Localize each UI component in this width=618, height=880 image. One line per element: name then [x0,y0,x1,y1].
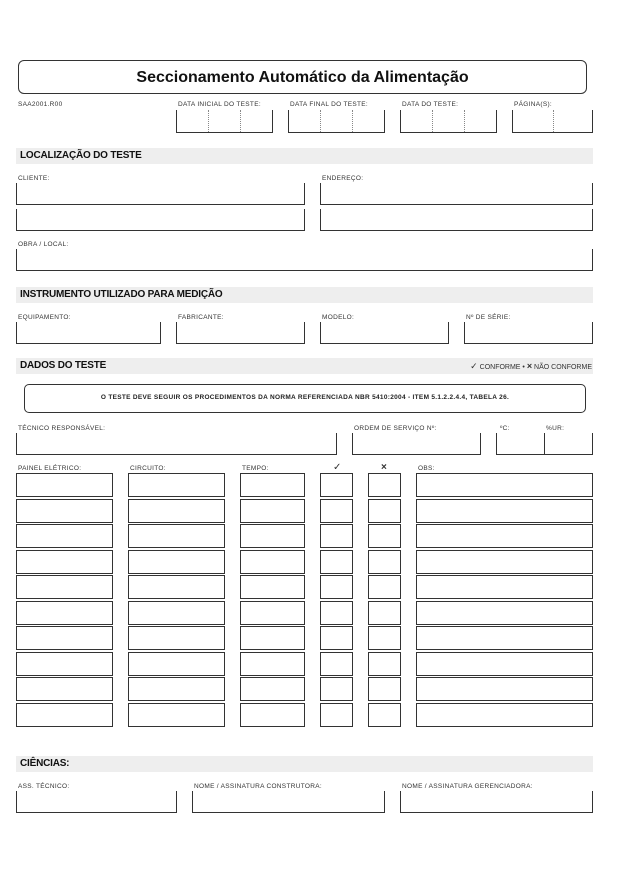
painel-cell[interactable] [16,626,113,650]
cross-cell[interactable] [368,601,401,625]
tempo-cell[interactable] [240,703,305,727]
check-cell[interactable] [320,473,353,497]
circuito-cell[interactable] [128,652,225,676]
circuito-cell[interactable] [128,499,225,523]
painel-cell[interactable] [16,524,113,548]
label-ass-tecnico: ASS. TÉCNICO: [18,783,70,790]
col-painel: PAINEL ELÉTRICO: [18,465,82,472]
label-tecnico: TÉCNICO RESPONSÁVEL: [18,425,106,432]
check-cell[interactable] [320,703,353,727]
data-final-field[interactable] [288,110,385,133]
cross-icon: × [526,361,533,371]
painel-cell[interactable] [16,703,113,727]
painel-cell[interactable] [16,601,113,625]
label-construtora: NOME / ASSINATURA CONSTRUTORA: [194,783,322,790]
painel-cell[interactable] [16,550,113,574]
label-data-final: DATA FINAL DO TESTE: [290,101,368,108]
cross-cell[interactable] [368,524,401,548]
col-check-icon: ✓ [333,462,342,473]
serie-field[interactable] [464,322,593,344]
obs-cell[interactable] [416,652,593,676]
obs-cell[interactable] [416,550,593,574]
label-serie: Nº DE SÉRIE: [466,314,511,321]
label-cliente: CLIENTE: [18,175,50,182]
cross-cell[interactable] [368,703,401,727]
section-dados-title: DADOS DO TESTE [20,360,107,371]
circuito-cell[interactable] [128,550,225,574]
circuito-cell[interactable] [128,677,225,701]
label-gerenciadora: NOME / ASSINATURA GERENCIADORA: [402,783,533,790]
label-ordem: ORDEM DE SERVIÇO Nº: [354,425,437,432]
check-cell[interactable] [320,499,353,523]
cliente-field[interactable] [16,183,305,205]
obs-cell[interactable] [416,626,593,650]
endereco-field[interactable] [320,183,593,205]
circuito-cell[interactable] [128,703,225,727]
label-obra: OBRA / LOCAL: [18,241,69,248]
tempo-cell[interactable] [240,677,305,701]
obra-field[interactable] [16,249,593,271]
obs-cell[interactable] [416,703,593,727]
label-data-inicial: DATA INICIAL DO TESTE: [178,101,261,108]
label-modelo: MODELO: [322,314,355,321]
legend-conforme: CONFORME • [479,364,525,371]
check-cell[interactable] [320,601,353,625]
painel-cell[interactable] [16,677,113,701]
col-obs: OBS: [418,465,435,472]
data-teste-field[interactable] [400,110,497,133]
painel-cell[interactable] [16,473,113,497]
cliente-field-2[interactable] [16,209,305,231]
umidade-field[interactable] [544,433,593,455]
tempo-cell[interactable] [240,652,305,676]
legend-nao-conforme: NÃO CONFORME [534,364,592,371]
legend [470,361,592,372]
col-cross-icon: × [381,462,388,473]
paginas-field[interactable] [512,110,593,133]
gerenciadora-field[interactable] [400,791,593,813]
circuito-cell[interactable] [128,626,225,650]
obs-cell[interactable] [416,575,593,599]
circuito-cell[interactable] [128,473,225,497]
section-instrumento-title: INSTRUMENTO UTILIZADO PARA MEDIÇÃO [20,289,223,300]
obs-cell[interactable] [416,473,593,497]
endereco-field-2[interactable] [320,209,593,231]
col-tempo: TEMPO: [242,465,269,472]
tempo-cell[interactable] [240,575,305,599]
form-code: SAA2001.R00 [18,101,63,108]
obs-cell[interactable] [416,499,593,523]
tempo-cell[interactable] [240,626,305,650]
cross-cell[interactable] [368,652,401,676]
col-circuito: CIRCUITO: [130,465,166,472]
painel-cell[interactable] [16,652,113,676]
section-localizacao-title: LOCALIZAÇÃO DO TESTE [20,150,142,161]
check-cell[interactable] [320,550,353,574]
section-ciencias [16,756,593,772]
norm-note [24,384,586,413]
equipamento-field[interactable] [16,322,161,344]
circuito-cell[interactable] [128,601,225,625]
page-title: Seccionamento Automático da Alimentação [136,69,469,86]
label-data-teste: DATA DO TESTE: [402,101,459,108]
tempo-cell[interactable] [240,524,305,548]
check-cell[interactable] [320,575,353,599]
label-fabricante: FABRICANTE: [178,314,224,321]
check-cell[interactable] [320,677,353,701]
modelo-field[interactable] [320,322,449,344]
check-cell[interactable] [320,652,353,676]
painel-cell[interactable] [16,499,113,523]
cross-cell[interactable] [368,575,401,599]
data-inicial-field[interactable] [176,110,273,133]
obs-cell[interactable] [416,677,593,701]
cross-cell[interactable] [368,677,401,701]
label-paginas: PÁGINA(S): [514,101,553,108]
obs-cell[interactable] [416,601,593,625]
tempo-cell[interactable] [240,601,305,625]
section-ciencias-title: CIÊNCIAS: [20,758,70,769]
check-icon: ✓ [470,361,478,371]
fabricante-field[interactable] [176,322,305,344]
painel-cell[interactable] [16,575,113,599]
label-umidade: %UR: [546,425,565,432]
cross-cell[interactable] [368,499,401,523]
tempo-cell[interactable] [240,550,305,574]
circuito-cell[interactable] [128,575,225,599]
title-box [18,60,587,94]
ordem-field[interactable] [352,433,481,455]
obs-cell[interactable] [416,524,593,548]
section-instrumento [16,287,593,303]
tempo-cell[interactable] [240,473,305,497]
tempo-cell[interactable] [240,499,305,523]
circuito-cell[interactable] [128,524,225,548]
cross-cell[interactable] [368,550,401,574]
check-cell[interactable] [320,524,353,548]
cross-cell[interactable] [368,473,401,497]
cross-cell[interactable] [368,626,401,650]
section-localizacao [16,148,593,164]
temperatura-field[interactable] [496,433,545,455]
norm-note-text: O TESTE DEVE SEGUIR OS PROCEDIMENTOS DA NORMA REFERENCIADA NBR 5410:2004 - ITEM 5.1.2.2.4.4, TABELA 26. [100,394,510,401]
label-temperatura: ºC: [500,425,510,432]
construtora-field[interactable] [192,791,385,813]
label-equipamento: EQUIPAMENTO: [18,314,71,321]
ass-tecnico-field[interactable] [16,791,177,813]
check-cell[interactable] [320,626,353,650]
label-endereco: ENDEREÇO: [322,175,364,182]
tecnico-field[interactable] [16,433,337,455]
